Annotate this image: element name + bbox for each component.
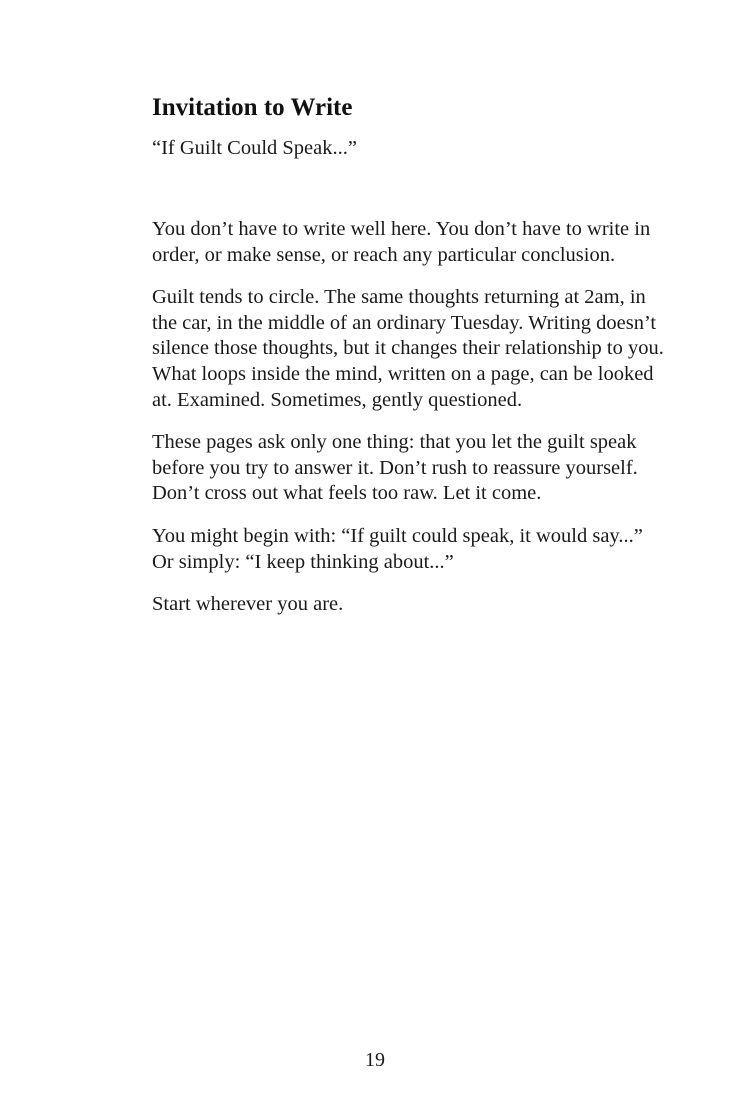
- paragraph-5: Start wherever you are.: [152, 593, 344, 616]
- page-number: 19: [365, 1049, 385, 1071]
- paragraph-2: Guilt tends to circle. The same thoughts returning at 2am, in the car, in the middle of an ordinary Tuesday. Writing doesn’t silence those thoughts, but it changes their relationship to you. What loops inside the mind, written on a page, can be looked at. Examined. Sometimes, gently questioned.: [152, 286, 664, 411]
- paragraph-3: These pages ask only one thing: that you let the guilt speak before you try to answer it. Don’t rush to reassure yourself. Don’t cross out what feels too raw. Let it come.: [152, 431, 638, 505]
- paragraph-4: You might begin with: “If guilt could speak, it would say...” Or simply: “I keep thinking about...”: [152, 524, 643, 573]
- page-title: Invitation to Write: [152, 94, 353, 121]
- page-subtitle: “If Guilt Could Speak...”: [152, 137, 357, 159]
- page-content: [152, 92, 664, 635]
- paragraph-1: You don’t have to write well here. You don’t have to write in order, or make sense, or reach any particular conclusion.: [152, 218, 651, 266]
